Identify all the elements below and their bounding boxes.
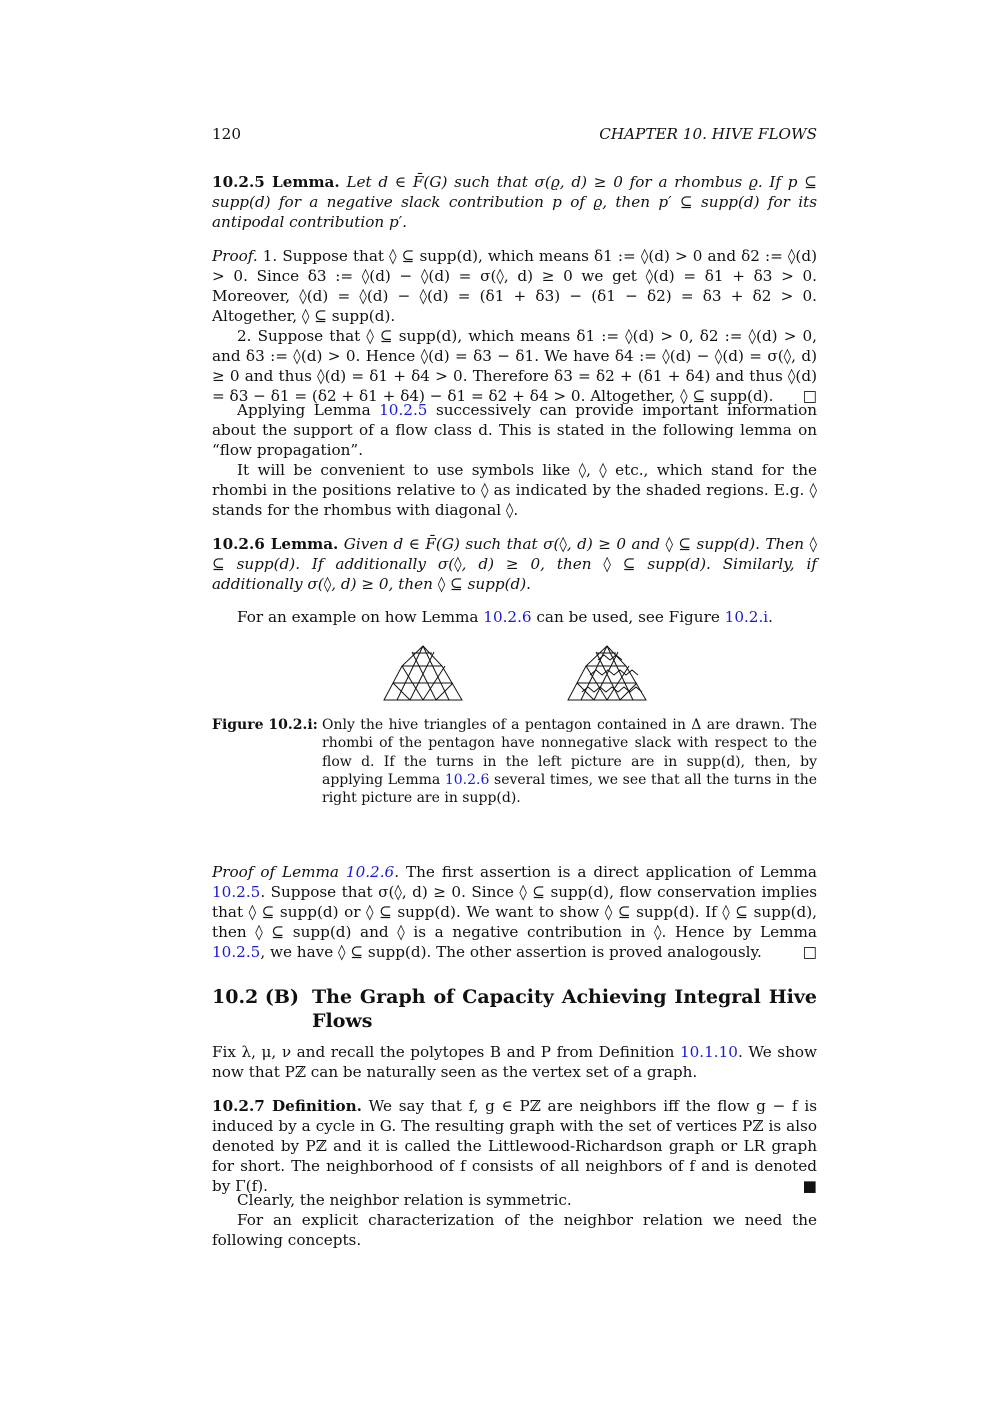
proof-10-2-5 (212, 246, 817, 406)
text-run: Clearly, the neighbor relation is symmetric. (237, 1191, 572, 1209)
proof-10-2-6 (212, 862, 817, 962)
ref-figure-10-2-i[interactable]: 10.2.i (724, 608, 769, 626)
left-hive-pentagon (384, 646, 462, 700)
turn-curves (598, 655, 622, 660)
text-run: . (768, 608, 773, 626)
paragraph-convenient (212, 460, 817, 520)
qed-symbol: □ (802, 387, 817, 405)
figure-label: Figure 10.2.i: (212, 717, 318, 733)
lemma-10-2-5 (212, 172, 817, 232)
end-of-definition-mark: ■ (802, 1177, 817, 1195)
turn-curves (582, 687, 642, 692)
text-run: It will be convenient to use symbols like ◊, ◊ etc., which stand for the rhombi in the positions relative to ◊ as indicated by the shaded regions. E.g. ◊ stands for the rhombus with diagonal ◊. (212, 461, 817, 519)
lemma-10-2-6 (212, 534, 817, 594)
figure-caption-text (322, 716, 817, 807)
definition-label: 10.2.7 Definition. (212, 1097, 362, 1115)
running-head: CHAPTER 10. HIVE FLOWS (599, 125, 817, 143)
section-heading (212, 985, 817, 1035)
lemma-statement: Let d ∈ F̄(G) such that σ(ϱ, d) ≥ 0 for a rhombus ϱ. If p ⊆ supp(d) for a negative slack contribution p of ϱ, then p′ ⊆ supp(d) for its antipodal contribution p′. (212, 173, 817, 231)
text-run: . We show now that Pℤ can be naturally seen as the vertex set of a graph. (212, 1043, 818, 1081)
ref-definition-10-1-10[interactable]: 10.1.10 (679, 1043, 738, 1061)
paragraph-clearly (212, 1190, 817, 1210)
text-run: The first assertion is a direct application of Lemma (399, 863, 817, 881)
text-run: . Suppose that σ(◊, d) ≥ 0. Since ◊ ⊆ supp(d), flow conservation implies that ◊ ⊆ supp(d) or ◊ ⊆ supp(d). We want to show ◊ ⊆ supp(d). If ◊ ⊆ supp(d), then ◊ ⊆ supp(d) and ◊ is a negative contribution in ◊. Hence by Lemma (212, 883, 817, 941)
proof-label: Proof of Lemma 10.2.6. (212, 863, 400, 881)
text-run: , we have ◊ ⊆ supp(d). The other assertion is proved analogously. (260, 943, 762, 961)
section-title: The Graph of Capacity Achieving Integral Hive Flows (312, 986, 817, 1032)
text-run: Applying Lemma (237, 401, 380, 419)
ref-lemma-10-2-6[interactable]: 10.2.6 (444, 771, 490, 788)
right-hive-pentagon (568, 646, 646, 700)
figure-10-2-i (212, 640, 817, 706)
proof-part-2: 2. Suppose that ◊ ⊆ supp(d), which means δ1 := ◊(d) > 0, δ2 := ◊(d) > 0, and δ3 := ◊(d) > 0. Hence ◊(d) = δ3 − δ1. We have δ4 := ◊(d) − ◊(d) = σ(◊, d) ≥ 0 and thus ◊(d) = δ1 + δ4 > 0. Therefore δ3 = δ2 + (δ1 + δ4) and thus ◊(d) = δ3 − δ1 = (δ2 + δ1 + δ4) − δ1 = δ2 + δ4 > 0. Altogether, ◊ ⊆ supp(d). (212, 327, 817, 405)
definition-10-2-7 (212, 1096, 817, 1196)
page-number: 120 (212, 125, 241, 143)
ref-lemma-10-2-6[interactable]: 10.2.6 (483, 608, 532, 626)
proof-label: Proof. (212, 247, 258, 265)
text-run: can be used, see Figure (531, 608, 725, 626)
proof-part-1: 1. Suppose that ◊ ⊆ supp(d), which means δ1 := ◊(d) > 0 and δ2 := ◊(d) > 0. Since δ3 := ◊(d) − ◊(d) = σ(◊, d) ≥ 0 we get ◊(d) = δ1 + δ3 > 0. Moreover, ◊(d) = ◊(d) − ◊(d) = (δ1 + δ3) − (δ1 − δ2) = δ3 + δ2 > 0. Altogether, ◊ ⊆ supp(d). (212, 247, 818, 325)
text-run: successively can provide important information about the support of a flow class d. This is stated in the following lemma on “flow propagation”. (212, 401, 818, 459)
text-run: For an example on how Lemma (237, 608, 484, 626)
lemma-label: 10.2.5 Lemma. (212, 173, 340, 191)
text-run: Fix λ, μ, ν and recall the polytopes B and P from Definition (212, 1043, 680, 1061)
definition-text: We say that f, g ∈ Pℤ are neighbors iff the flow g − f is induced by a cycle in G. The resulting graph with the set of vertices Pℤ is also denoted by Pℤ and it is called the Littlewood-Richardson graph or LR graph for short. The neighborhood of f consists of all neighbors of f and is denoted by Γ(f). (212, 1097, 817, 1195)
qed-symbol: □ (802, 943, 817, 961)
paragraph-example (212, 607, 817, 627)
running-header (212, 124, 817, 146)
ref-lemma-10-2-5[interactable]: 10.2.5 (212, 883, 261, 901)
section-number: 10.2 (B) (212, 986, 299, 1008)
text-run: For an explicit characterization of the neighbor relation we need the following concepts. (212, 1211, 817, 1249)
paragraph-applying (212, 400, 817, 460)
lemma-label: 10.2.6 Lemma. (212, 535, 339, 553)
lemma-statement: Given d ∈ F̄(G) such that σ(◊, d) ≥ 0 and ◊ ⊆ supp(d). Then ◊ ⊆ supp(d). If additionally σ(◊, d) ≥ 0, then ◊ ⊆ supp(d). Similarly, if additionally σ(◊, d) ≥ 0, then ◊ ⊆ supp(d). (212, 535, 817, 593)
paragraph-explicit (212, 1210, 817, 1250)
ref-lemma-10-2-6[interactable]: 10.2.6 (345, 863, 395, 881)
ref-lemma-10-2-5[interactable]: 10.2.5 (212, 943, 261, 961)
text-run: several times, we see that all the turns in the right picture are in supp(d). (322, 771, 817, 807)
text-run: Only the hive triangles of a pentagon contained in Δ are drawn. The rhombi of the pentagon have nonnegative slack with respect to the flow d. If the turns in the left picture are in supp(d), then, by applying Lemma (322, 717, 817, 788)
ref-lemma-10-2-5[interactable]: 10.2.5 (379, 401, 428, 419)
paragraph-fix (212, 1042, 817, 1082)
hive-triangle-diagrams (212, 640, 817, 706)
